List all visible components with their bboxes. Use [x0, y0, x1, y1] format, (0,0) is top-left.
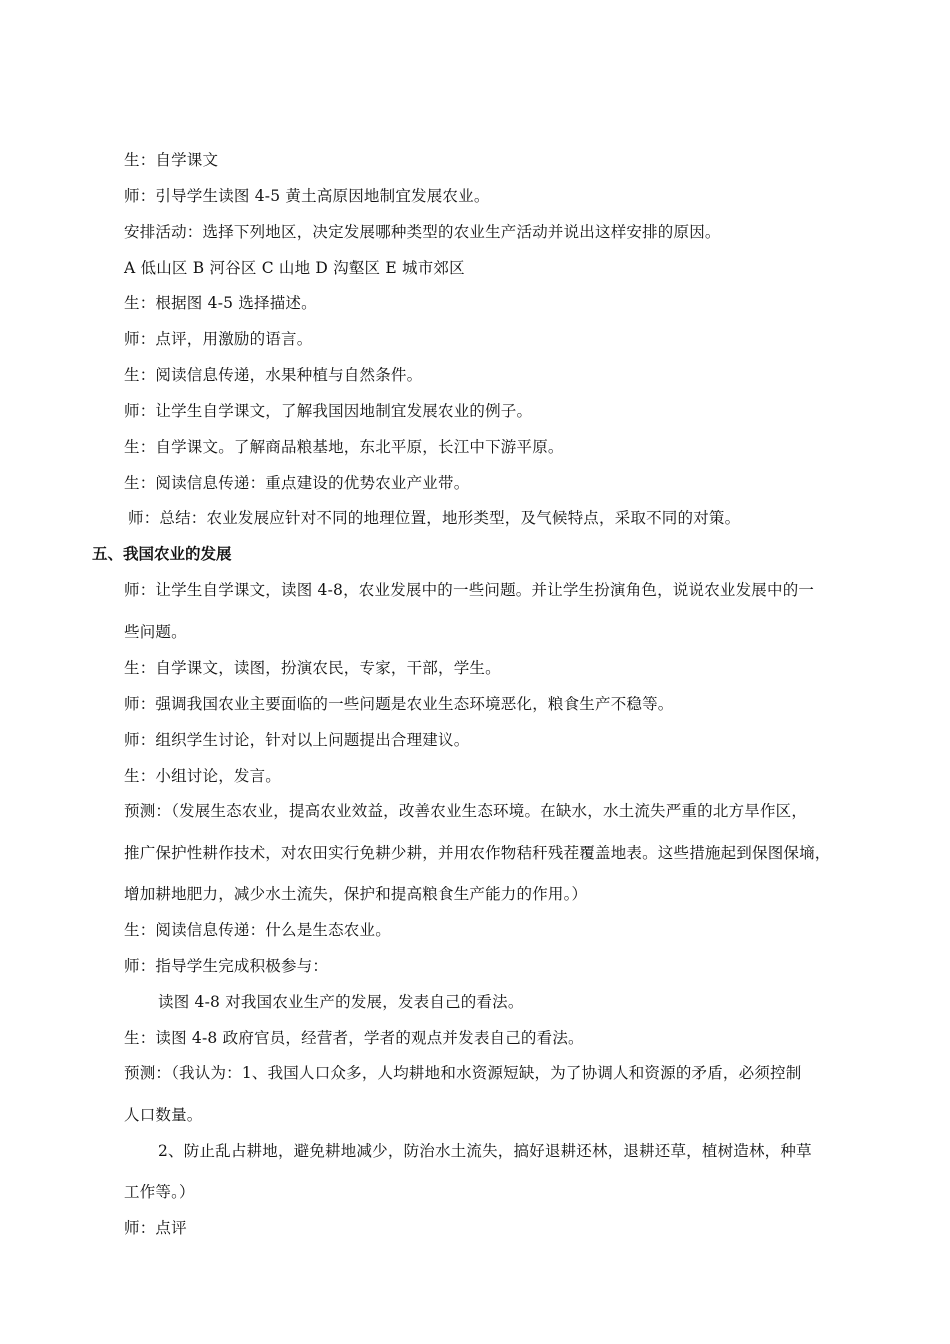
text-line: 生：自学课文，读图，扮演农民，专家，干部，学生。 [124, 659, 501, 677]
text-line: 生：自学课文 [124, 151, 219, 169]
text-line: 师：指导学生完成积极参与： [124, 957, 329, 975]
text-line: 预测：（发展生态农业，提高农业效益，改善农业生态环境。在缺水，水土流失严重的北方旱作区， [124, 802, 808, 820]
text-line: 读图 4-8 对我国农业生产的发展，发表自己的看法。 [158, 993, 524, 1011]
text-line: 师：组织学生讨论，针对以上问题提出合理建议。 [124, 731, 470, 749]
text-line: 师：强调我国农业主要面临的一些问题是农业生态环境恶化，粮食生产不稳等。 [124, 695, 674, 713]
text-line: 人口数量。 [124, 1106, 203, 1124]
text-line: 预测：（我认为：1、我国人口众多，人均耕地和水资源短缺，为了协调人和资源的矛盾，必须控制 [124, 1064, 802, 1082]
text-line: 推广保护性耕作技术，对农田实行免耕少耕，并用农作物秸秆残茬覆盖地表。这些措施起到保图保墒， [124, 844, 831, 862]
text-line: 师：让学生自学课文，了解我国因地制宜发展农业的例子。 [124, 402, 533, 420]
text-line: 2、防止乱占耕地，避免耕地减少，防治水土流失，搞好退耕还林，退耕还草，植树造林，种草 [158, 1142, 812, 1160]
text-line: 生：根据图 4-5 选择描述。 [124, 294, 317, 312]
text-line: 生：阅读信息传递：什么是生态农业。 [124, 921, 391, 939]
text-line: 师：点评 [124, 1219, 187, 1237]
text-line: 生：自学课文。了解商品粮基地，东北平原，长江中下游平原。 [124, 438, 564, 456]
text-line: 生：读图 4-8 政府官员，经营者，学者的观点并发表自己的看法。 [124, 1029, 584, 1047]
text-line: 师：点评，用激励的语言。 [124, 330, 313, 348]
text-line: 生：阅读信息传递：重点建设的优势农业产业带。 [124, 474, 470, 492]
section-heading: 五、我国农业的发展 [92, 545, 232, 563]
text-line: 师：让学生自学课文，读图 4-8，农业发展中的一些问题。并让学生扮演角色，说说农业发展中的一 [124, 581, 815, 599]
text-line: 师：引导学生读图 4-5 黄土高原因地制宜发展农业。 [124, 187, 490, 205]
text-line: 工作等。） [124, 1183, 195, 1201]
text-line: A 低山区 B 河谷区 C 山地 D 沟壑区 E 城市郊区 [124, 259, 465, 277]
text-line: 增加耕地肥力，减少水土流失，保护和提高粮食生产能力的作用。） [124, 885, 588, 903]
text-line: 生：小组讨论，发言。 [124, 767, 282, 785]
text-line: 安排活动：选择下列地区，决定发展哪种类型的农业生产活动并说出这样安排的原因。 [124, 223, 721, 241]
text-line: 些问题。 [124, 623, 187, 641]
text-line: 师：总结：农业发展应针对不同的地理位置，地形类型，及气候特点，采取不同的对策。 [128, 509, 741, 527]
text-line: 生：阅读信息传递，水果种植与自然条件。 [124, 366, 423, 384]
